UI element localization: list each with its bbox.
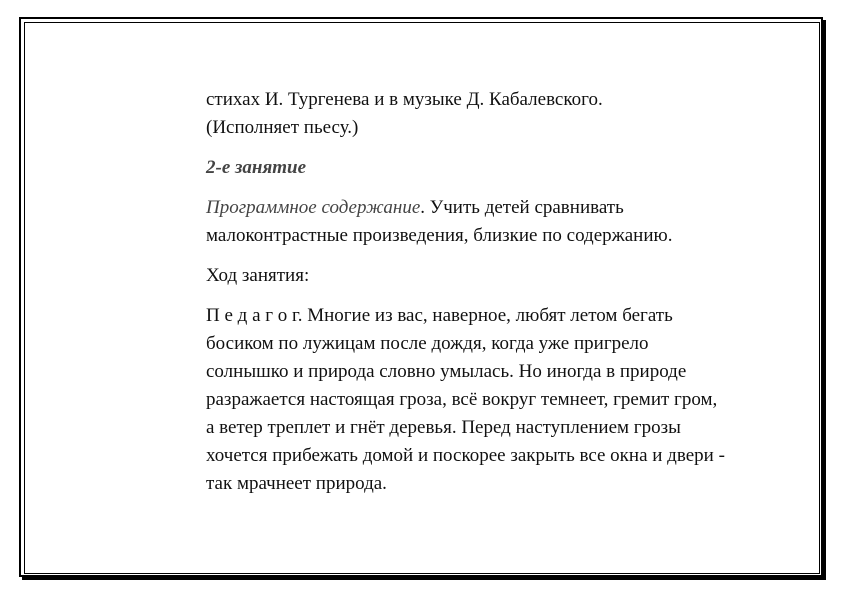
program-paragraph	[206, 194, 726, 250]
course-heading: Ход занятия:	[206, 265, 310, 286]
continuation-paragraph	[206, 86, 726, 142]
document-body	[206, 86, 726, 510]
speech-text: Многие из вас, наверное, любят летом бегать босиком по лужицам после дождя, когда уже пригрело солнышко и природа словно умылась. Но иногда в природе разражается настоящая гроза, всё вокруг темнеет, гремит гром, а ветер треплет и гнёт деревья. Перед наступлением грозы хочется прибежать домой и поскорее закрыть все окна и двери - так мрачнеет природа.	[206, 305, 725, 494]
program-label: Программное содержание	[206, 197, 421, 218]
program-text: . Учить детей сравнивать малоконтрастные произведения, близкие по содержанию.	[206, 197, 673, 246]
lesson-heading: 2-е занятие	[206, 157, 307, 178]
continuation-line-1: стихах И. Тургенева и в музыке Д. Кабалевского.	[206, 89, 603, 110]
speaker-label: П е д а г о г.	[206, 305, 303, 326]
teacher-speech-paragraph	[206, 302, 726, 498]
continuation-line-2: (Исполняет пьесу.)	[206, 117, 359, 138]
